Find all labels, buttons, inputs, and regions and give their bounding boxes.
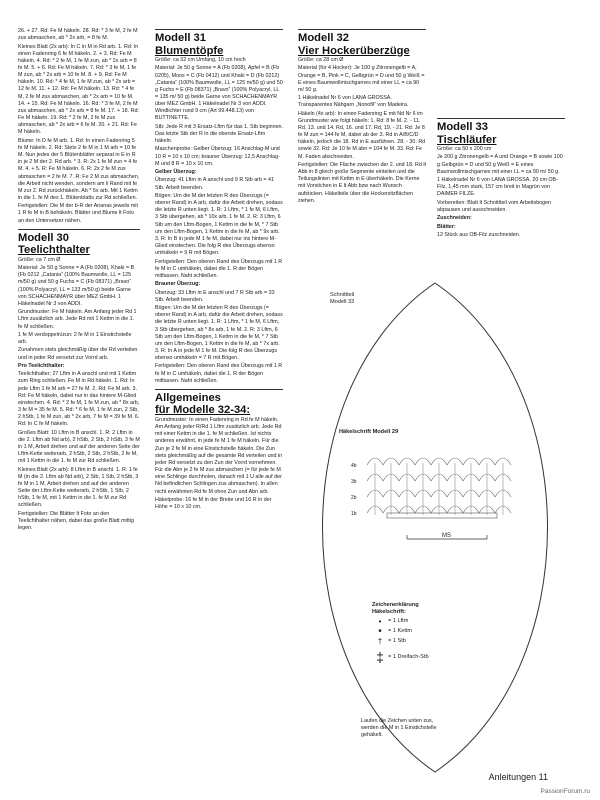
paragraph: Größe: ca 28 cm Ø — [298, 57, 344, 63]
paragraph: Teelichthalter: 27 Lftm in A anschl und mit 1 Kettm zum Ring schließen. Fe M in Rd häkeln. 1. Rd: In jede Lftm 1 fe M arb = 27 fe M. 2. Rd: Fe M arb. 3. Rd: Fe M häkeln, dabei nur in das hintere M-Glied einstechen. 4. Rd: * 2 fe M, 1 fe M zun, ab * 8x arb, 3 fe M = 35 fe M. 5. Rd: * 6 fe M, 1 fe M zun, 2 Stb, 2 hStb, 1 fe M zun, ab * 2x arb, 7 fe M = 39 fe M. 6. Rd: In C fe M häkeln. — [18, 371, 140, 428]
paragraph: 26. + 27. Rd: Fe M häkeln. 28. Rd: * 3 fe M, 2 fe M zus abmaschen, ab * 2x arb, = 8 fe M. — [18, 28, 138, 42]
legend-item-stb — [372, 636, 482, 646]
paragraph: 12 Stück aus OB-Filz zuschneiden. — [437, 231, 521, 238]
section-heading-allgemeines: Allgemeines — [155, 391, 221, 404]
legend-label: = 1 Dreifach-Stb — [388, 653, 429, 660]
paragraph: Fertigstellen: Den oberen Rand des Überzugs mit 1 R fe M in C umhäkeln, dabei die 1. R der Bögen mitfassen. Naht schließen. — [155, 363, 283, 384]
paragraph-label: Brauner Überzug: — [155, 281, 201, 288]
paragraph-label: Zuschneiden: — [437, 215, 472, 222]
paragraph: Fertigstellen: Die M der b-R der Ananas jeweils mit 1 R fe M in B behäkeln. Blätter und Blume lt Foto an den Untersetzer nähen. — [18, 203, 138, 224]
double-crochet-symbol: † — [377, 636, 383, 646]
paragraph: Material: Je 50 g Sonne = A (Fb 0208), Khaki = B (Fb 0212 „Catania“ (100% Baumwolle, LL = 125 m/50 g) und 50 g Fuchs = C (Fb 08371) „Bravo“ (100% Polyacryl, LL = 133 m/50 g) beide Garne von SCHACHENMAYR über MEZ GmbH. 1 Häkelnadel Nr 3 von ADDI. — [18, 265, 135, 307]
legend-item-lftm — [372, 616, 482, 626]
section-divider — [437, 118, 565, 119]
row-number-3b: 3b — [351, 479, 357, 485]
paragraph: Material (für 4 Hocker): Je 100 g Zitronengelb = A, Orange = B, Pink = C, Gelbgrün = D und 50 g Weiß = E eines Baumwollmischgarnes mit einer LL = ca 90 m/ 50 g. — [298, 65, 425, 93]
paragraph-label: Blätter: — [437, 223, 456, 230]
paragraph: Bögen: Um die M der letzten R des Überzugs (= oberer Rand) in A arb, dafür die Arbeit drehen, sodass die letzte R unten liegt. 1. R: 1 Lftm, * 1 fe M, 6 Lftm, 3 Stb übergehen, ab * 8x arb, 1 fe M. 2. R: 3 Lftm, 6 Stb um den Lftm-Bogen, 1 Kettm in die fe M, * 7 Stb um den Lftm-Bogen, 1 Kettm in die fe M, ab * 7x arb. 3. R: In A in jede M 1 fe M. Die folg R des Überzugs ebenso umhäkeln = 7 R mit Bögen. — [155, 305, 283, 362]
column-2 — [155, 28, 283, 512]
paragraph: Überzug: 33 Lftm in E anschl und 7 R Stb arb = 33 Stb. Arbeit beenden. — [155, 289, 275, 303]
template-label — [330, 292, 354, 306]
column-3 — [298, 28, 426, 206]
legend-subtitle: Häkelschrift: — [372, 609, 406, 615]
column-1 — [18, 28, 140, 533]
paragraph: Größe: ca 50 x 200 cm — [437, 146, 492, 152]
paragraph: Grundmuster: Fe M häkeln. Am Anfang jeder Rd 1 Lftm zusätzlich arb. Jede Rd mit 1 Kettm in die 1. fe M schließen. — [18, 309, 137, 330]
paragraph: Häkeln (4x arb): In einen Fadenring E mit Nd Nr 6 im Grundmuster wie folgt häkeln: 1. Rd: 8 fe M. 2. - 11. Rd, 13. und 14. Rd, 16. und 17. Rd, 19. - 21. Rd: Je 8 fe M zun = 144 fe M, dabei ab der 3. Rd in A/B/C/D häkeln, jedoch die 18. Rd in E ausführen. 28. - 30. Rd sowie 32. Rd: Je 10 fe M abn = 104 fe M. 33. Rd: Fe M. Faden abschneiden. — [298, 110, 426, 160]
row-number-2b: 2b — [351, 495, 357, 501]
section-divider — [155, 29, 283, 30]
chart-title: Häkelschrift Modell 29 — [339, 429, 399, 435]
paragraph: Je 200 g Zitronengelb = A und Orange = B sowie 100 g Gelbgrün = D und 50 g Weiß = E eines Baumwollmischgarnes mit einer LL = ca 90 m/ 50 g. — [437, 154, 563, 175]
paragraph: Material: Je 50 g Sonne = A (Fb 0208), Apfel = B (Fb 0205), Moos = C (Fb 0412) und Khaki = D (Fb 0212) „Catania“ (100% Baumwolle, LL = 125 m/50 g) und 50 g Fuchs = E (Fb 08371) „Bravo“ (100% Polyacryl, LL = 135 m/ 50 g) beide Garne von SCHACHENMAYR über MEZ GmbH. 1 Häkelnadel Nr 3 von ADDI. Windlichter rund 9 cm (Art 99.448.13) von BUTTINETTE. — [155, 65, 283, 122]
paragraph: Zunahmen stets gleichmäßig über die Rd verteilen und in jeder Rd versetzt zur Vorrd arb. — [18, 347, 138, 361]
section-heading-modell-32: Modell 32 — [298, 32, 349, 44]
paragraph: Fertigstellen: Die Blätter lt Foto an den Teelichthalter nähen, dabei das große Blatt mittig legen. — [18, 510, 134, 532]
section-subheading-blumentoepfe: Blumentöpfe — [155, 44, 224, 57]
ms-label: MS — [442, 533, 451, 539]
section-heading-modell-30: Modell 30 — [18, 231, 69, 244]
paragraph: 1 Häkelnadel Nr 6 von LANA GROSSA. 20 cm OB-Filz, 1,45 mm stark, 157 cm breit in Magrün von DAIMER FILZE. — [437, 177, 558, 198]
template-label-line-1: Schnittteil — [330, 292, 355, 298]
row-number-4b: 4b — [351, 463, 357, 469]
triple-treble-symbol: ‡ — [376, 648, 384, 665]
slip-stitch-symbol: • — [378, 625, 382, 637]
section-subheading-teelichthalter: Teelichthalter — [18, 244, 90, 257]
section-divider — [155, 389, 283, 390]
paragraph: Häkelprobe: 16 fe M in der Breite und 16 R in der Höhe = 10 x 10 cm. — [155, 496, 272, 510]
paragraph: Blume: In D fe M arb. 1. Rd: In einen Fadenring 5 fe M häkeln. 2. Rd: Stets 2 fe M in 1 M arb = 10 fe M. Nun jedes der 5 Blütenblätter separat in E in R in je 2 M der 2. Rd arb. * 3. R: 2x 1 fe M zun = 4 fe M. 4. + 5. R: Fe M häkeln. 6. R: 2x 2 fe M zus abmaschen = 2 fe M. 7. R: Fe 2 M zus abmaschen, die Arbeit nicht wenden, sondern am li Rand mit fe M zur 2. Rd zurückhäkeln. Ab * 5x arb. Mit 1 Kettm in die 1. fe M des 1. Blütenblatts zur Rd schließen. — [18, 137, 140, 201]
paragraph: Kleines Blatt (2x arb): 8 Lftm in B anschl. 1. R: 1 fe M (in die 2. Lftm ab Nd arb), 2 Stb, 1 Stb, 2 hStb, 3 fe M in 1 M, Arbeit drehen und auf der anderen Seite der Lftm-Kette weiterarb, 2 hStb, 1 Stb, 2 hStb, 1 fe M, mit 1 Kettm in die 1. fe M zur Rd schließen. — [18, 466, 139, 509]
watermark: PassionForum.ru — [540, 788, 590, 795]
section-divider — [298, 29, 426, 30]
paragraph: Vorbereiten: Blatt lt Schnittteil vom Arbeitsbogen abpausen und ausschneiden. — [437, 199, 552, 213]
section-heading-modell-31: Modell 31 — [155, 32, 206, 44]
paragraph: 1 fe M verdoppeln/zun: 2 fe M in 1 Einstichstelle arb. — [18, 331, 132, 346]
crochet-chart — [351, 458, 511, 539]
leaf-template-diagram — [285, 275, 585, 780]
column-4 — [437, 33, 565, 240]
stitch-legend — [372, 602, 482, 668]
paragraph-label: Gelber Überzug: — [155, 169, 197, 176]
section-subheading-hockerueberzuege: Vier Hockerüberzüge — [298, 44, 410, 57]
section-heading-modell-33: Modell 33 — [437, 121, 488, 133]
legend-item-kettm — [372, 626, 482, 636]
paragraph: Bögen: Um die M der letzten R des Überzugs (= oberer Rand) in A arb, dafür die Arbeit drehen, sodass die letzte R unten liegt. 1. R: 1 Lftm, * 1 fe M, 6 Lftm, 3 Stb übergehen, ab * 10x arb, 1 fe M. 2. R: 3 Lftm, 6 Stb um den Lftm-Bogen, 1 Kettm in die fe M, * 7 Stb um den Lftm-Bogen, 1 Kettm in die fe M, ab * 9x arb. 3. R: In B in jede M 1 fe M, dabei nur ins hintere M-Glied einstechen. Die folg R des Überzugs ebenso umhäkeln = 9 R mit Bögen. — [155, 192, 283, 257]
legend-item-dreifach-stb — [372, 646, 482, 668]
legend-note: Laufen die Zeichen unten zus, werden die M in 1 Einstichstelle gehäkelt. — [361, 718, 437, 738]
section-divider — [18, 229, 140, 230]
paragraph-label: Pro Teelichthalter: — [18, 362, 65, 369]
paragraph: Kleines Blatt (2x arb): In C in M in Rd arb. 1. Rd: In einen Fadenring 6 fe M häkeln. 2. + 3. Rd: Fe M häkeln. 4. Rd: * 2 fe M, 1 fe M zun, ab * 2x arb = 8 fe M. 5. + 6. Rd: Fe M häkeln. 7. Rd: * 3 fe M, 1 fe M zun, ab * 2x arb = 10 fe M. 8. + 9. Rd: Fe M häkeln. 10. Rd: * 4 fe M, 1 fe M zun, ab * 2x arb = 12 fe M. 11. + 12. Rd: Fe M häkeln. 13. Rd: * 4 fe M, 2 fe M zus abmaschen, ab * 2x arb = 10 fe M. 14. + 15. Rd: Fe M häkeln. 16. Rd: * 3 fe M, 2 fe M zus abmaschen, ab * 2x arb = 8 fe M. 17. + 18. Rd: Fe M häkeln. 19. Rd: * 2 fe M, 2 fe M zus abmaschen, ab * 2x arb = 6 fe M. 20. + 21. Rd: Fe M häkeln. — [18, 43, 139, 136]
paragraph: Überzug: 41 Lftm in A anschl und 9 R Stb arb = 41 Stb. Arbeit beenden. — [155, 177, 274, 191]
chart-foundation-chain — [387, 513, 497, 518]
legend-title: Zeichenerklärung — [372, 602, 419, 608]
paragraph: Größe: ca 7 cm Ø — [18, 256, 61, 263]
paragraph: Größe: ca 32 cm Umfang, 10 cm hoch — [155, 57, 246, 63]
paragraph: Fertigstellen: Den oberen Rand des Überzugs mit 1 R fe M in C umhäkeln, dabei die 1. R der Bögen mitfassen. Naht schließen. — [155, 258, 283, 279]
legend-label: = 1 Stb — [388, 637, 406, 644]
paragraph: Stb: Jede R mit 3 Ersatz-Lftm für das 1. Stb beginnen. Das letzte Stb der R in die oberste Ersatz-Lftm häkeln. — [155, 123, 284, 145]
paragraph: 1 Häkelnadel Nr 6 von LANA GROSSA. Transparentes Nähgarn „Nonofil“ von Madeira. — [298, 95, 409, 109]
paragraph: Grundmuster: In einen Fadenring in Rd fe M häkeln. Am Anfang jeder R/Rd 1 Lftm zusätzlich arb. Jede Rd mit einer Kettm in die 1. fe M schließen. Ist nichts anderes erwähnt, in jede fe M 1 fe M häkeln. Für die Zun je 2 fe M in eine Einstichstelle häkeln. Die Zun stets gleichmäßig auf die gesamte Rd verteilen und in jeder Rd versetzt zu den Zun der Vorrd vornehmen. Für die Abn je 2 fe M zus abmaschen (= für jede fe M eine Schlinge durchholen, danach mit 1 U alle auf der Nd befindlichen Schlingen zus abmaschen). In allen nicht erwähnten Rd fe M ohne Zun und Abn arb. — [155, 416, 283, 495]
template-label-line-2: Modell 33 — [330, 299, 355, 305]
paragraph: Fertigstellen: Die Fläche zwischen der 2. und 18. Rd lt Abb in 8 gleich große Segmente einteilen und die Teilungslinien mit Kettm in E überhäkeln. Die Kerne mit Vorstichen in E lt Abb bzw nach Wunsch aufsticken. Häkelteile über die Hockersitzflächen ziehen. — [298, 161, 427, 204]
section-subheading-modelle-32-34: für Modelle 32-34: — [155, 404, 251, 417]
page-number-label: Anleitungen 11 — [488, 772, 548, 782]
page-footer — [0, 770, 600, 800]
chain-stitch-symbol: • — [378, 616, 382, 626]
legend-label: = 1 Lftm — [388, 617, 409, 624]
legend-label: = 1 Kettm — [388, 627, 413, 634]
section-subheading-tischlaeufer: Tischläufer — [437, 133, 497, 146]
row-number-1b: 1b — [351, 511, 357, 517]
leaf-template-outline — [323, 283, 548, 772]
leaf-outline-svg — [285, 275, 585, 780]
paragraph: Großes Blatt: 10 Lftm in B anschl. 1. R: 2 Lftm in die 2. Lftm ab Nd arb), 2 hStb, 2 Stb, 2 hStb, 3 fe M in 1 M, Arbeit drehen und auf der anderen Seite der Lftm-Kette weiterarb, 2 hStb, 2 Stb, 2 hStb, 2 fe M, mit 1 Kettm in die 1. fe M zur Rd schließen. — [18, 429, 140, 465]
paragraph: Maschenprobe: Gelber Überzug: 16 Anschlag-M und 10 R = 10 x 10 cm; brauner Überzug: 12,5 Anschlag-M und 8 R = 10 x 10 cm. — [155, 146, 280, 167]
